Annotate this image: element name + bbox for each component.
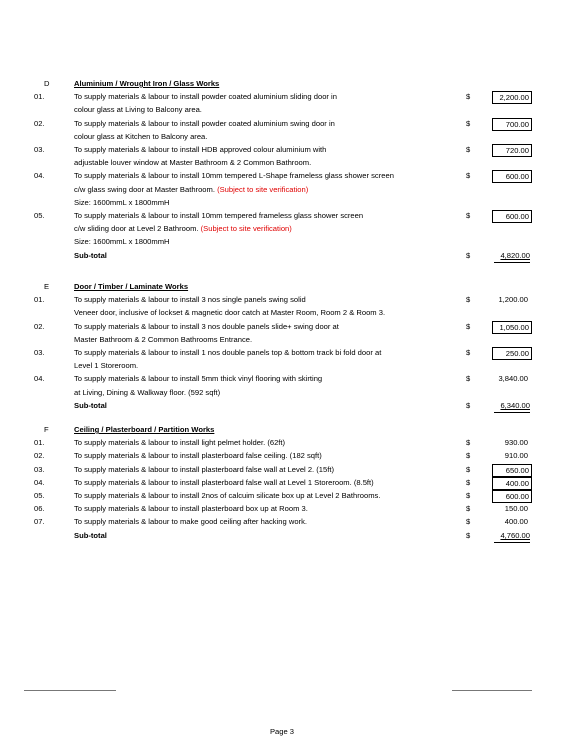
description-text: Master Bathroom & 2 Common Bathrooms Entrance.: [74, 334, 253, 344]
item-line: [0, 516, 564, 528]
item-line: [0, 307, 564, 319]
item-number: 02.: [34, 451, 45, 461]
currency-symbol: $: [466, 491, 471, 500]
subtotal-label: Sub-total: [74, 530, 107, 540]
item-amount: 400.00: [492, 477, 532, 490]
section-letter: E: [44, 282, 50, 291]
item-description: [74, 104, 202, 116]
item-number: 04.: [34, 477, 45, 487]
description-text: To supply materials & labour to install 1 nos double panels top & bottom track bi fold door at: [74, 348, 382, 357]
section-title: Door / Timber / Laminate Works: [74, 282, 189, 291]
description-text: To supply materials & labour to install plasterboard box up at Room 3.: [74, 504, 308, 514]
description-text: adjustable louver window at Master Bathroom & 2 Common Bathroom.: [74, 158, 312, 168]
description-text: To supply materials & labour to install 3 nos single panels swing solid: [74, 295, 306, 305]
item-line: [0, 223, 564, 235]
description-text: To supply materials & labour to install plasterboard false wall at Level 2. (15ft): [74, 464, 335, 474]
currency-symbol: $: [466, 517, 471, 527]
description-text: To supply materials & labour to install plasterboard false wall at Level 1 Storeroom. (8.5ft): [74, 477, 374, 487]
item-description: [74, 131, 207, 143]
description-text: To supply materials & labour to install 10mm tempered L-Shape frameless glass shower screen: [74, 171, 394, 181]
site-verification-note: (Subject to site verification): [200, 224, 292, 234]
item-description: [74, 157, 311, 169]
item-description: [74, 184, 308, 196]
item-line: [0, 131, 564, 143]
currency-symbol: $: [466, 400, 471, 410]
section-header: [0, 424, 564, 436]
item-amount: 910.00: [504, 451, 528, 461]
item-line: [0, 210, 564, 222]
description-text: colour glass at Living to Balcony area.: [74, 105, 202, 115]
description-text: at Living, Dining & Walkway floor. (592 sqft): [74, 387, 221, 397]
subtotal-row: [0, 250, 564, 262]
item-line: [0, 373, 564, 385]
description-text: Size: 1600mmL x 1800mmH: [74, 237, 170, 247]
item-amount: 700.00: [492, 118, 532, 131]
item-line: [0, 157, 564, 169]
item-description: [74, 347, 381, 359]
item-description: [74, 334, 252, 346]
signature-line-right: [452, 690, 532, 691]
description-text: To supply materials & labour to install 5mm thick vinyl flooring with skirting: [74, 374, 323, 384]
currency-symbol: $: [466, 295, 471, 305]
item-description: [74, 477, 374, 489]
currency-symbol: $: [466, 321, 471, 331]
item-description: [74, 118, 335, 130]
item-number: 03.: [34, 464, 45, 474]
item-amount: 600.00: [492, 490, 532, 503]
item-line: [0, 490, 564, 502]
item-line: [0, 360, 564, 372]
item-line: [0, 144, 564, 156]
section-letter: D: [44, 79, 50, 88]
item-amount: 250.00: [492, 347, 532, 360]
item-description: [74, 321, 339, 333]
item-line: [0, 91, 564, 103]
item-description: [74, 223, 292, 235]
site-verification-note: (Subject to site verification): [217, 184, 309, 194]
item-line: [0, 477, 564, 489]
subtotal-row: [0, 400, 564, 412]
item-description: [74, 294, 306, 306]
item-amount: 150.00: [504, 504, 528, 514]
currency-symbol: $: [466, 92, 471, 102]
item-number: 05.: [34, 211, 45, 220]
item-line: [0, 347, 564, 359]
subtotal-double-underline: [494, 262, 530, 263]
subtotal-label: Sub-total: [74, 400, 107, 410]
currency-symbol: $: [466, 451, 471, 461]
item-amount: 650.00: [492, 464, 532, 477]
currency-symbol: $: [466, 374, 471, 384]
item-number: 04.: [34, 374, 45, 384]
item-number: 01.: [34, 92, 45, 102]
item-description: [74, 307, 385, 319]
item-line: [0, 321, 564, 333]
description-text: c/w glass swing door at Master Bathroom.: [74, 184, 218, 194]
currency-symbol: $: [466, 171, 471, 181]
item-line: [0, 503, 564, 515]
description-text: Size: 1600mmL x 1800mmH: [74, 197, 170, 207]
description-text: To supply materials & labour to install 3 nos double panels slide+ swing door at: [74, 321, 339, 331]
subtotal-double-underline: [494, 542, 530, 543]
item-line: [0, 197, 564, 209]
currency-symbol: $: [466, 211, 471, 220]
item-line: [0, 170, 564, 182]
item-description: [74, 210, 363, 222]
item-amount: 930.00: [504, 438, 528, 448]
section-title: Aluminium / Wrought Iron / Glass Works: [74, 79, 220, 88]
currency-symbol: $: [466, 118, 471, 128]
item-number: 05.: [34, 491, 45, 500]
currency-symbol: $: [466, 438, 471, 448]
item-amount: 720.00: [492, 144, 532, 157]
item-line: [0, 387, 564, 399]
description-text: To supply materials & labour to install powder coated aluminium swing door in: [74, 118, 335, 128]
description-text: To supply materials & labour to install 10mm tempered frameless glass shower screen: [74, 211, 364, 220]
subtotal-row: [0, 530, 564, 542]
item-description: [74, 490, 380, 502]
item-description: [74, 464, 334, 476]
item-line: [0, 334, 564, 346]
item-number: 07.: [34, 517, 45, 527]
item-line: [0, 450, 564, 462]
subtotal-double-underline: [494, 412, 530, 413]
item-line: [0, 104, 564, 116]
item-description: [74, 197, 170, 209]
item-line: [0, 118, 564, 130]
item-number: 02.: [34, 118, 45, 128]
description-text: To supply materials & labour to install HDB approved colour aluminium with: [74, 145, 327, 154]
currency-symbol: $: [466, 348, 471, 357]
subtotal-amount: 4,820.00: [500, 250, 530, 260]
item-number: 03.: [34, 145, 45, 154]
item-line: [0, 236, 564, 248]
item-description: [74, 516, 307, 528]
item-number: 04.: [34, 171, 45, 181]
item-line: [0, 294, 564, 306]
item-amount: 400.00: [504, 517, 528, 527]
item-amount: 600.00: [492, 170, 532, 183]
item-description: [74, 373, 322, 385]
item-number: 01.: [34, 295, 45, 305]
item-line: [0, 184, 564, 196]
description-text: To supply materials & labour to install plasterboard false ceiling. (182 sqft): [74, 451, 322, 461]
item-number: 01.: [34, 438, 45, 448]
item-line: [0, 464, 564, 476]
subtotal-amount: 4,760.00: [500, 530, 530, 540]
item-description: [74, 437, 285, 449]
item-description: [74, 236, 170, 248]
currency-symbol: $: [466, 250, 471, 260]
description-text: colour glass at Kitchen to Balcony area.: [74, 131, 208, 141]
item-description: [74, 170, 394, 182]
currency-symbol: $: [466, 464, 471, 474]
description-text: c/w sliding door at Level 2 Bathroom.: [74, 224, 201, 234]
signature-line-left: [24, 690, 116, 691]
item-amount: 600.00: [492, 210, 532, 223]
currency-symbol: $: [466, 504, 471, 514]
item-number: 06.: [34, 504, 45, 514]
item-amount: 2,200.00: [492, 91, 532, 104]
item-description: [74, 360, 138, 372]
item-description: [74, 387, 220, 399]
description-text: To supply materials & labour to install 2nos of calcuim silicate box up at Level 2 Bathrooms.: [74, 491, 381, 500]
section-header: [0, 78, 564, 90]
item-amount: 1,050.00: [492, 321, 532, 334]
item-amount: 1,200.00: [498, 295, 528, 305]
description-text: To supply materials & labour to make good ceiling after hacking work.: [74, 517, 307, 527]
item-description: [74, 144, 326, 156]
section-letter: F: [44, 425, 49, 434]
item-description: [74, 450, 322, 462]
item-description: [74, 91, 337, 103]
description-text: To supply materials & labour to install light pelmet holder. (62ft): [74, 438, 286, 448]
item-description: [74, 503, 308, 515]
page-number: Page 3: [269, 727, 295, 736]
currency-symbol: $: [466, 477, 471, 487]
currency-symbol: $: [466, 145, 471, 154]
description-text: To supply materials & labour to install powder coated aluminium sliding door in: [74, 92, 337, 102]
item-amount: 3,840.00: [498, 374, 528, 384]
description-text: Veneer door, inclusive of lockset & magnetic door catch at Master Room, Room 2 & Room 3.: [74, 308, 386, 318]
subtotal-label: Sub-total: [74, 250, 107, 260]
section-title: Ceiling / Plasterboard / Partition Works: [74, 425, 215, 434]
item-number: 02.: [34, 321, 45, 331]
section-header: [0, 281, 564, 293]
item-line: [0, 437, 564, 449]
subtotal-amount: 6,340.00: [500, 400, 530, 410]
currency-symbol: $: [466, 530, 471, 540]
description-text: Level 1 Storeroom.: [74, 361, 139, 371]
item-number: 03.: [34, 348, 45, 357]
